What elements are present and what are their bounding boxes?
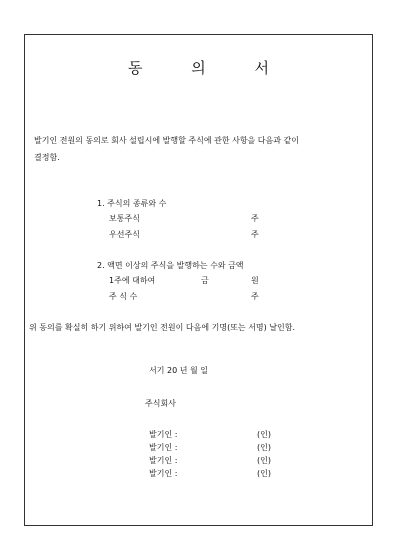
date-line: 서기 20 년 월 일 [149,366,208,375]
common-stock-label: 보통주식 [109,214,140,223]
signer-label: 발기인 : [149,469,178,478]
section2-heading: 2. 액면 이상의 주식을 발행하는 수와 금액 [97,261,244,270]
preferred-stock-unit: 주 [251,230,259,239]
per-share-unit: 원 [251,276,259,285]
preferred-stock-label: 우선주식 [109,230,140,239]
per-share-label: 1주에 대하여 [109,276,156,285]
document-title: 동 의 서 [127,59,291,77]
intro-line-2: 결정함. [34,153,60,162]
section1-heading: 1. 주식의 종류와 수 [97,199,167,208]
signer-label: 발기인 : [149,443,178,452]
seal-mark: (인) [257,456,271,465]
seal-mark: (인) [257,430,271,439]
confirmation-text: 위 동의를 확실히 하기 위하여 발기인 전원이 다음에 기명(또는 서명) 날인함. [29,323,296,332]
share-count-label: 주 식 수 [109,292,138,301]
intro-line-1: 발기인 전원의 동의로 회사 설립시에 발행할 주식에 관한 사항을 다음과 같이 [34,136,299,145]
share-count-unit: 주 [251,292,259,301]
company-name-label: 주식회사 [145,399,176,408]
document-page [24,34,373,526]
signer-label: 발기인 : [149,456,178,465]
per-share-amount-prefix: 금 [201,276,209,285]
seal-mark: (인) [257,469,271,478]
signer-label: 발기인 : [149,430,178,439]
seal-mark: (인) [257,443,271,452]
common-stock-unit: 주 [251,214,259,223]
